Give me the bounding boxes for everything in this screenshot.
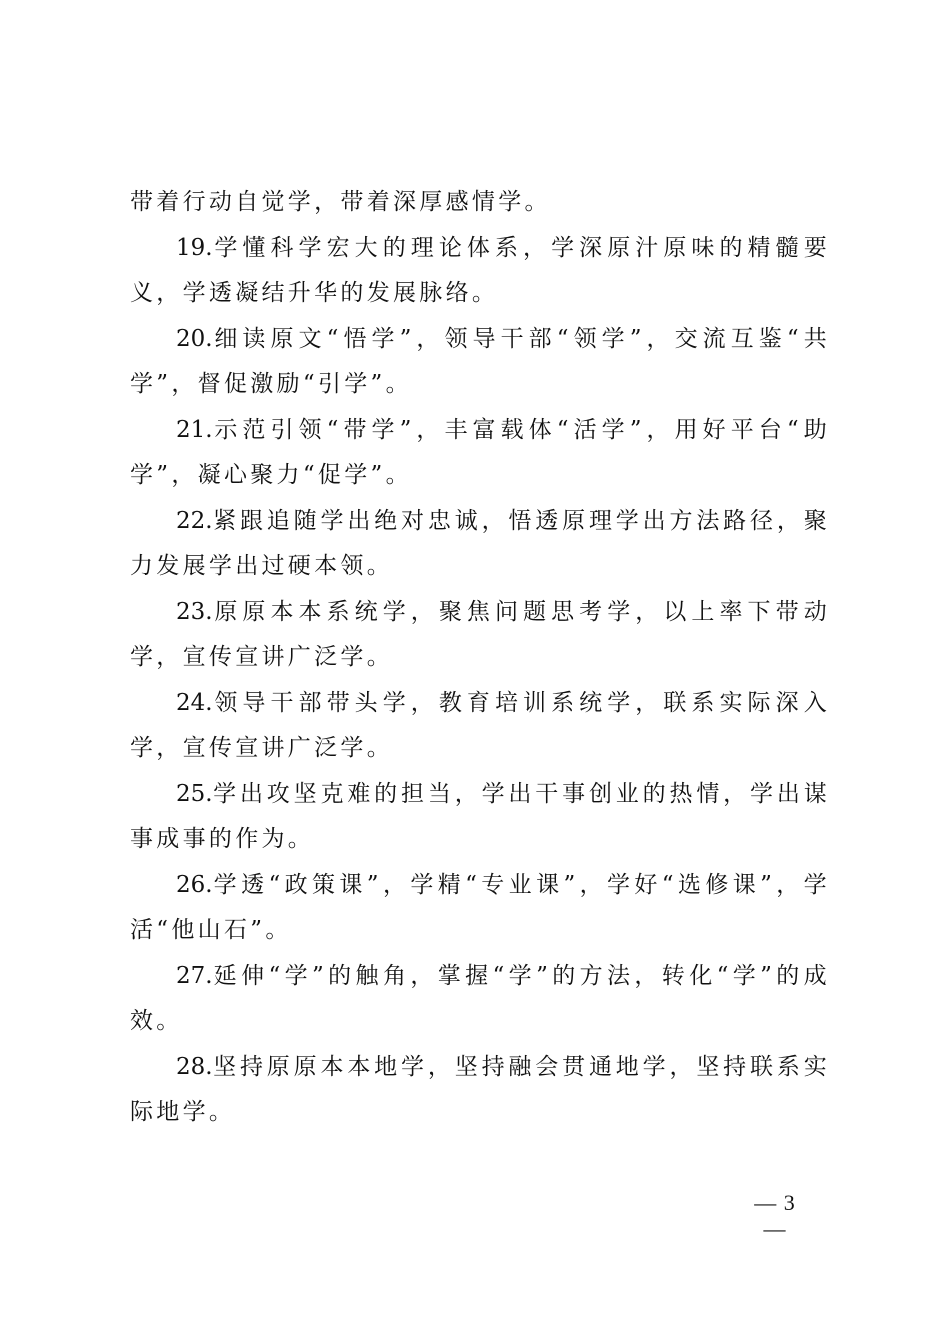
list-item-19 <box>130 226 830 317</box>
list-item-22 <box>130 499 830 590</box>
item-number: 21. <box>176 416 213 443</box>
item-text: 坚持原原本本地学，坚持融会贯通地学，坚持联系实际地学。 <box>130 1053 830 1125</box>
item-text: 原原本本系统学，聚焦问题思考学，以上率下带动学，宣传宣讲广泛学。 <box>130 598 830 670</box>
list-item-27 <box>130 954 830 1045</box>
list-item-25 <box>130 772 830 863</box>
item-number: 26. <box>176 871 213 898</box>
list-item-23 <box>130 590 830 681</box>
list-item-20 <box>130 317 830 408</box>
item-number: 24. <box>176 689 213 716</box>
list-item-24 <box>130 681 830 772</box>
item-text: 领导干部带头学，教育培训系统学，联系实际深入学，宣传宣讲广泛学。 <box>130 689 830 761</box>
list-item-26 <box>130 863 830 954</box>
document-body <box>130 180 830 1136</box>
item-text: 学出攻坚克难的担当，学出干事创业的热情，学出谋事成事的作为。 <box>130 780 830 852</box>
item-number: 19. <box>176 234 213 261</box>
item-number: 28. <box>176 1053 213 1080</box>
item-number: 23. <box>176 598 213 625</box>
paragraph-text: 带着行动自觉学，带着深厚感情学。 <box>130 189 551 215</box>
list-item-28 <box>130 1045 830 1136</box>
paragraph-continuation <box>130 180 830 226</box>
item-text: 学透“政策课”，学精“专业课”，学好“选修课”，学活“他山石”。 <box>130 871 830 943</box>
item-text: 细读原文“悟学”，领导干部“领学”，交流互鉴“共学”，督促激励“引学”。 <box>130 325 830 397</box>
item-text: 学懂科学宏大的理论体系，学深原汁原味的精髓要义，学透凝结升华的发展脉络。 <box>130 234 830 306</box>
item-text: 示范引领“带学”，丰富载体“活学”，用好平台“助学”，凝心聚力“促学”。 <box>130 416 830 488</box>
item-text: 延伸“学”的触角，掌握“学”的方法，转化“学”的成效。 <box>130 962 830 1034</box>
item-text: 紧跟追随学出绝对忠诚，悟透原理学出方法路径，聚力发展学出过硬本领。 <box>130 507 830 579</box>
item-number: 27. <box>176 962 213 989</box>
page-number: — 3 — <box>754 1190 796 1241</box>
list-item-21 <box>130 408 830 499</box>
item-number: 22. <box>176 507 213 534</box>
item-number: 25. <box>176 780 213 807</box>
item-number: 20. <box>176 325 213 352</box>
